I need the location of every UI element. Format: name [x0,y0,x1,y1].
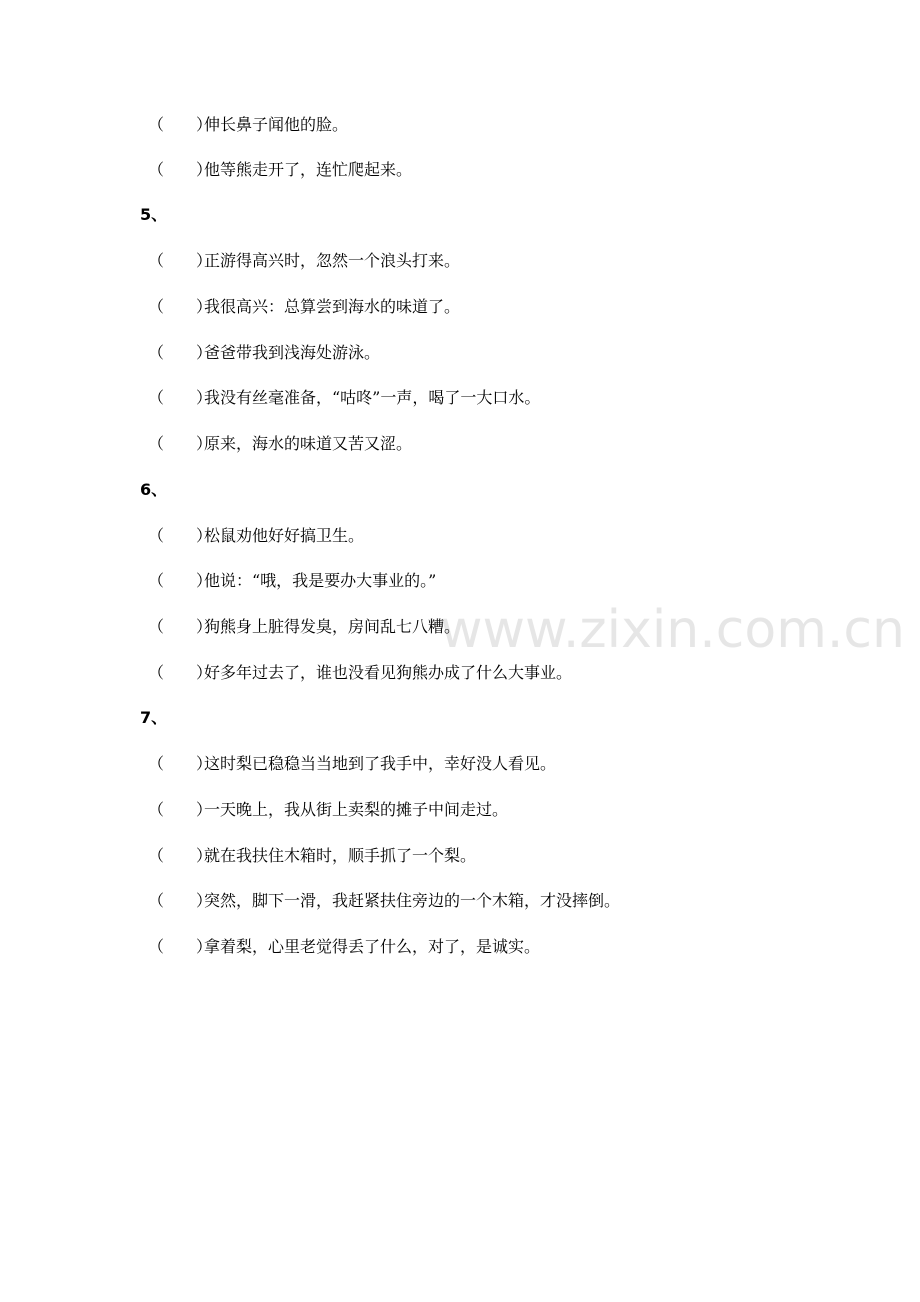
list-item [148,800,508,820]
answer-blank: （ ） [148,297,213,316]
list-item [148,388,540,408]
list-item [148,343,380,363]
sentence-text: 这时梨已稳稳当当地到了我手中，幸好没人看见。 [204,754,557,773]
list-item [148,115,348,135]
list-item [148,937,540,957]
section-heading-7: 7、 [140,708,168,727]
answer-blank: （ ） [148,434,213,453]
sentence-text: 伸长鼻子闻他的脸。 [204,115,349,134]
list-item [148,526,364,546]
watermark: www.zixin.com.cn [440,600,905,660]
answer-blank: （ ） [148,846,213,865]
list-item [148,891,620,911]
answer-blank: （ ） [148,115,213,134]
answer-blank: （ ） [148,571,213,590]
answer-blank: （ ） [148,617,213,636]
sentence-text: 他说：“哦，我是要办大事业的。” [204,571,437,590]
sentence-text: 松鼠劝他好好搞卫生。 [204,526,365,545]
answer-blank: （ ） [148,663,213,682]
answer-blank: （ ） [148,343,213,362]
sentence-text: 就在我扶住木箱时，顺手抓了一个梨。 [204,846,477,865]
answer-blank: （ ） [148,937,213,956]
sentence-text: 我没有丝毫准备，“咕咚”一声，喝了一大口水。 [204,388,541,407]
list-item [148,297,460,317]
sentence-text: 好多年过去了，谁也没看见狗熊办成了什么大事业。 [204,663,573,682]
list-item [148,754,556,774]
answer-blank: （ ） [148,251,213,270]
answer-blank: （ ） [148,754,213,773]
sentence-text: 原来，海水的味道又苦又涩。 [204,434,413,453]
sentence-text: 拿着梨，心里老觉得丢了什么，对了，是诚实。 [204,937,541,956]
answer-blank: （ ） [148,526,213,545]
sentence-text: 狗熊身上脏得发臭，房间乱七八糟。 [204,617,461,636]
sentence-text: 爸爸带我到浅海处游泳。 [204,343,381,362]
list-item [148,251,460,271]
list-item [148,617,460,637]
section-heading-6: 6、 [140,480,168,499]
sentence-text: 正游得高兴时，忽然一个浪头打来。 [204,251,461,270]
list-item [148,571,436,591]
answer-blank: （ ） [148,891,213,910]
answer-blank: （ ） [148,388,213,407]
section-heading-5: 5、 [140,205,168,224]
sentence-text: 一天晚上，我从街上卖梨的摊子中间走过。 [204,800,509,819]
sentence-text: 突然，脚下一滑，我赶紧扶住旁边的一个木箱，才没摔倒。 [204,891,621,910]
list-item [148,434,412,454]
list-item [148,846,476,866]
sentence-text: 他等熊走开了，连忙爬起来。 [204,160,413,179]
sentence-text: 我很高兴：总算尝到海水的味道了。 [204,297,461,316]
answer-blank: （ ） [148,800,213,819]
list-item [148,663,572,683]
answer-blank: （ ） [148,160,213,179]
list-item [148,160,412,180]
